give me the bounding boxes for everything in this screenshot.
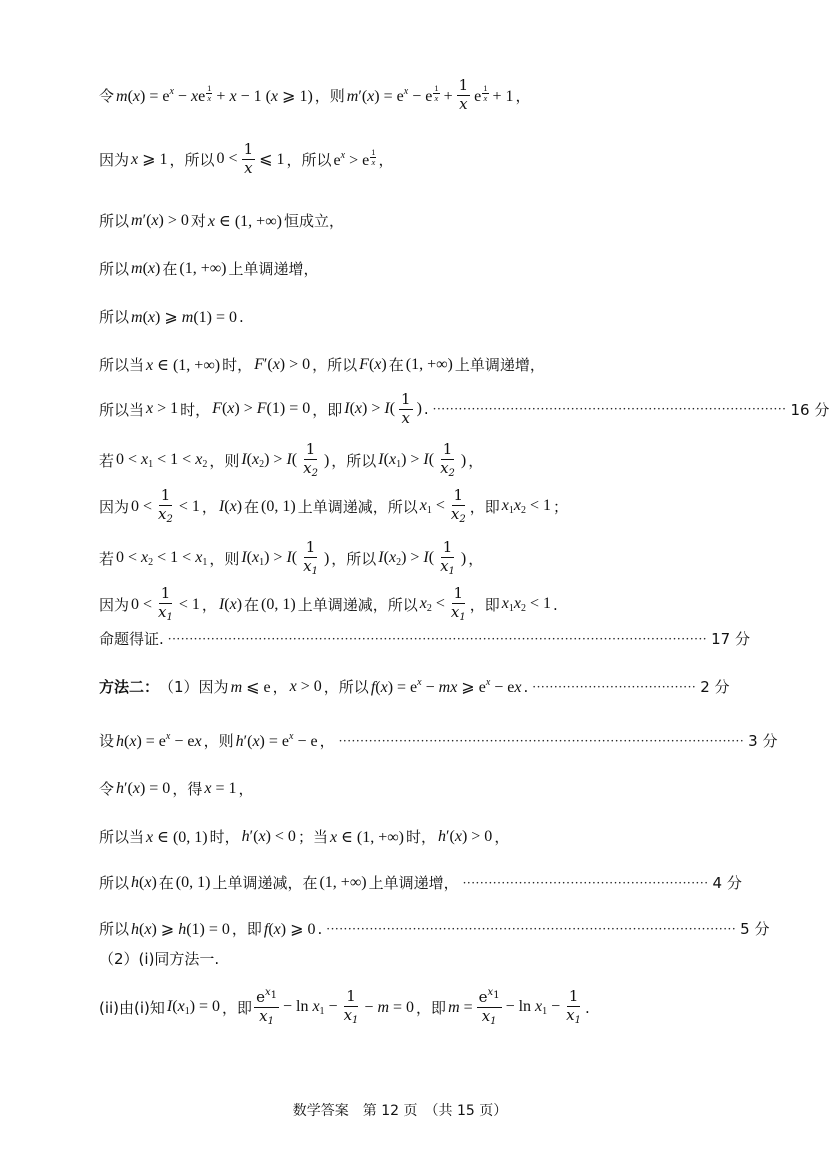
fraction: $\frac{1}{x_2}$	[158, 486, 173, 525]
dotted-leader: ·······························································································	[326, 921, 737, 936]
line-4: 所以 m(x) 在 (1, +∞) 上单调递增，	[99, 259, 319, 278]
line-2: 因为 x ⩾ 1 ，所以 0 < $\frac{1}{x}$ ⩽ 1 ，所以 $e^x > e$ $\frac{1}{x}$ ，	[99, 140, 394, 177]
score-label: 17 分	[711, 630, 750, 648]
method-two-heading: 方法二：	[99, 678, 160, 696]
line-19: （2）(i)同方法一.	[99, 950, 220, 968]
line-10: 若 $0 < x_2 < 1 < x_1$ ，则 $I(x_1) > I$( $\frac{1}{x_1}$ ) ，所以 $I(x_2) > I$( $\frac{1}{x_1}$ ) ，	[99, 538, 484, 577]
fraction: $\frac{1}{x_1}$	[450, 584, 466, 623]
page-footer: 数学答案 第 12 页 （共 15 页）	[292, 1103, 508, 1119]
line-9: 因为 0 < $\frac{1}{x_2}$ < 1 ， I(x) 在 (0, 1) 上单调递减，所以 $x_1$ < $\frac{1}{x_2}$ ，即 $x_1x_2 < 1$ ；	[99, 486, 568, 525]
score-label: 2 分	[700, 678, 730, 696]
line-3: 所以 m′(x) > 0 对 x ∈ (1, +∞) 恒成立，	[99, 211, 344, 230]
line-18: 所以 h(x) ⩾ h(1) = 0 ，即 f(x) ⩾ 0 . ······························································································· 5 分	[99, 919, 770, 938]
score-label: 4 分	[712, 874, 742, 892]
dotted-leader: ··················································································	[432, 402, 787, 417]
fraction: $\frac{1}{x_1}$	[566, 987, 582, 1026]
line-1: 令 $m(x) = e^x$ − xe $\frac{1}{x}$ + x − 1 (x ⩾ 1) ，则 $m'(x) = e^x - e$ $\frac{1}{x}$ + $\frac{1}{x}$ e $\frac{1}{x}$ + 1 ，	[99, 76, 531, 113]
dotted-leader: ·····························································································································	[167, 631, 708, 646]
line-15: 令 h′(x) = 0 ，得 x = 1 ，	[99, 779, 254, 798]
dotted-leader: ······························································································	[338, 733, 745, 748]
fraction: $\frac{e^{x_1}}{x_1}$	[478, 987, 500, 1027]
line-8: 若 $0 < x_1 < 1 < x_2$ ，则 $I(x_2) > I$( $\frac{1}{x_2}$ ) ，所以 $I(x_1) > I$( $\frac{1}{x_2}$ ) ，	[99, 440, 484, 479]
fraction: $\frac{e^{x_1}}{x_1}$	[256, 987, 277, 1027]
fraction: $\frac{1}{x}$	[458, 76, 469, 113]
fraction: $\frac{1}{x_2}$	[303, 440, 318, 479]
line-14: 设 $h(x) = e^x$ − ex ，则 $h'(x) = e^x - e$ ， ······························································································ 3 分	[99, 730, 778, 750]
score-label: 16 分	[790, 400, 829, 419]
fraction: $\frac{1}{x_1}$	[440, 538, 455, 577]
formula-m-derivative: $m'(x) = e^x - e$ $\frac{1}{x}$ +	[346, 83, 453, 106]
fraction: $\frac{1}{x}$	[401, 390, 411, 427]
fraction: $\frac{1}{x_2}$	[440, 440, 455, 479]
fraction: $\frac{1}{x_1}$	[303, 538, 318, 577]
fraction: $\frac{1}{x}$	[243, 140, 254, 177]
formula-m-def: $m(x) = e^x$ − xe $\frac{1}{x}$ + x − 1 (x ⩾ 1)	[116, 83, 313, 106]
dotted-leader: ······································	[532, 679, 697, 694]
line-17: 所以 h(x) 在 (0, 1) 上单调递减，在 (1, +∞) 上单调递增， ························································· 4 分	[99, 873, 742, 892]
line-11: 因为 0 < $\frac{1}{x_1}$ < 1 ， I(x) 在 (0, 1) 上单调递减，所以 $x_2$ < $\frac{1}{x_1}$ ，即 $x_1x_2 < 1$ .	[99, 584, 558, 623]
fraction: $\frac{1}{x_1}$	[343, 987, 359, 1026]
line-7: 所以当 x > 1 时， F(x) > F(1) = 0 ，即 I(x) > I( $\frac{1}{x}$ ) . ·················································································· 16 分	[99, 390, 829, 427]
line-12: 命题得证. ····························································································································· 17 分	[99, 630, 750, 648]
line-20: (ii)由(i)知 $I(x_1) = 0$ ，即 $\frac{e^{x_1}}{x_1}$ − $\ln x_1$ − $\frac{1}{x_1}$ − m = 0 ，即 m = $\frac{e^{x_1}}{x_1}$ − $\ln x_1$ − $\frac{1}{x_1}$ .	[99, 987, 590, 1027]
dotted-leader: ·························································	[462, 875, 709, 890]
score-label: 5 分	[740, 920, 770, 938]
fraction: $\frac{1}{x_2}$	[450, 486, 466, 525]
line-5: 所以 m(x) ⩾ m(1) = 0 .	[99, 307, 244, 326]
line-13: 方法二： （1）因为 m ⩽ e ， x > 0 ，所以 $f(x) = e^x$ − mx ⩾ $e^x$ − ex . ······································ 2 分	[99, 676, 730, 696]
line-16: 所以当 x ∈ (0, 1) 时， h′(x) < 0 ；当 x ∈ (1, +∞) 时， h′(x) > 0 ，	[99, 827, 510, 846]
fraction: $\frac{1}{x_1}$	[158, 584, 173, 623]
score-label: 3 分	[748, 732, 778, 750]
line-6: 所以当 x ∈ (1, +∞) 时， F′(x) > 0 ，所以 F(x) 在 (1, +∞) 上单调递增，	[99, 355, 545, 374]
